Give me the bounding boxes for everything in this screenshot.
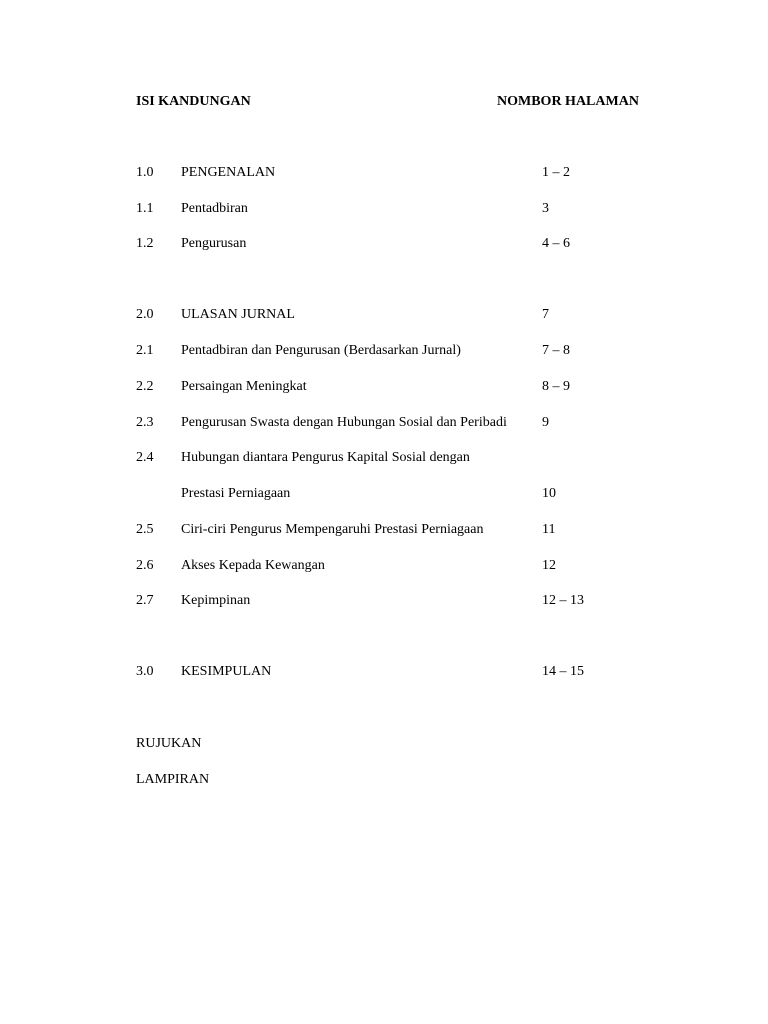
- toc-number: 2.2: [136, 379, 154, 394]
- toc-number: 1.0: [136, 165, 154, 180]
- toc-number: 3.0: [136, 664, 154, 679]
- toc-number: 2.3: [136, 415, 154, 430]
- toc-page: 4 – 6: [542, 236, 570, 251]
- toc-number: 2.0: [136, 307, 154, 322]
- toc-title: Kepimpinan: [181, 593, 251, 608]
- toc-title: Ciri-ciri Pengurus Mempengaruhi Prestasi Perniagaan: [181, 522, 484, 537]
- toc-number: 1.1: [136, 201, 154, 216]
- toc-heading: ISI KANDUNGAN: [136, 94, 251, 109]
- toc-title: ULASAN JURNAL: [181, 307, 295, 322]
- toc-page: 7: [542, 307, 549, 322]
- toc-title: KESIMPULAN: [181, 664, 272, 679]
- toc-page: 8 – 9: [542, 379, 570, 394]
- toc-page: 11: [542, 522, 556, 537]
- toc-title: Pentadbiran dan Pengurusan (Berdasarkan Jurnal): [181, 343, 461, 358]
- lampiran-label: LAMPIRAN: [136, 772, 210, 787]
- toc-title: PENGENALAN: [181, 165, 276, 180]
- toc-number: 1.2: [136, 236, 154, 251]
- toc-page: 9: [542, 415, 549, 430]
- toc-page: 1 – 2: [542, 165, 570, 180]
- toc-page: 3: [542, 201, 549, 216]
- toc-number: 2.5: [136, 522, 154, 537]
- toc-number: 2.4: [136, 450, 154, 465]
- rujukan-label: RUJUKAN: [136, 736, 202, 751]
- toc-title: Akses Kepada Kewangan: [181, 558, 325, 573]
- toc-page: 7 – 8: [542, 343, 570, 358]
- toc-title: Pentadbiran: [181, 201, 248, 216]
- toc-number: 2.1: [136, 343, 154, 358]
- toc-title: Hubungan diantara Pengurus Kapital Sosial dengan: [181, 450, 470, 465]
- toc-page: 14 – 15: [542, 664, 584, 679]
- page-number-heading: NOMBOR HALAMAN: [497, 94, 639, 109]
- toc-page: 12: [542, 558, 556, 573]
- toc-number: 2.6: [136, 558, 154, 573]
- toc-page: 10: [542, 486, 556, 501]
- toc-title: Prestasi Perniagaan: [181, 486, 291, 501]
- toc-title: Pengurusan: [181, 236, 247, 251]
- toc-page: 12 – 13: [542, 593, 584, 608]
- toc-title: Persaingan Meningkat: [181, 379, 307, 394]
- toc-title: Pengurusan Swasta dengan Hubungan Sosial dan Peribadi: [181, 415, 507, 430]
- toc-number: 2.7: [136, 593, 154, 608]
